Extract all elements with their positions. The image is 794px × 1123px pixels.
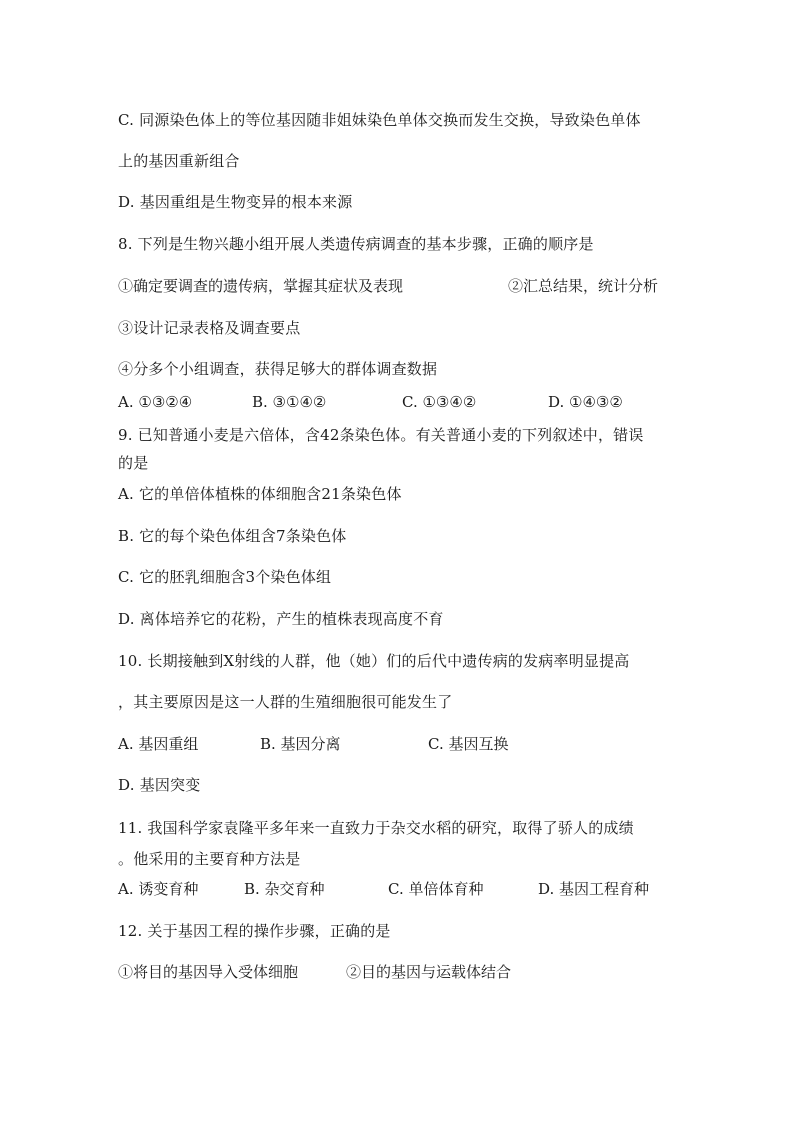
q8-options <box>118 392 678 412</box>
q8-step-2: ②汇总结果，统计分析 <box>508 277 659 295</box>
q9-stem-line1: 9. 已知普通小麦是六倍体，含42条染色体。有关普通小麦的下列叙述中，错误 <box>118 426 644 444</box>
q8-step-3: ③设计记录表格及调查要点 <box>118 319 301 337</box>
q7-option-c-line1: C. 同源染色体上的等位基因随非姐妹染色单体交换而发生交换，导致染色单体 <box>118 111 641 129</box>
q8-option-a: A. ①③②④ <box>118 393 193 411</box>
q9-option-b: B. 它的每个染色体组含7条染色体 <box>118 527 347 545</box>
q12-steps <box>118 962 678 982</box>
q11-stem-line2: 。他采用的主要育种方法是 <box>118 850 301 868</box>
q11-stem-line1: 11. 我国科学家袁隆平多年来一直致力于杂交水稻的研究，取得了骄人的成绩 <box>118 819 634 837</box>
q12-step-1: ①将目的基因导入受体细胞 <box>118 963 299 981</box>
q11-option-a: A. 诱变育种 <box>118 880 199 898</box>
q9-option-c: C. 它的胚乳细胞含3个染色体组 <box>118 568 332 586</box>
q8-step-4: ④分多个小组调查，获得足够大的群体调查数据 <box>118 360 438 378</box>
q7-option-c-line2: 上的基因重新组合 <box>118 152 240 170</box>
q9-option-a: A. 它的单倍体植株的体细胞含21条染色体 <box>118 485 402 503</box>
q10-stem-line2: ，其主要原因是这一人群的生殖细胞很可能发生了 <box>118 693 453 711</box>
q8-option-d: D. ①④③② <box>548 393 623 411</box>
q8-stem: 8. 下列是生物兴趣小组开展人类遗传病调查的基本步骤，正确的顺序是 <box>118 235 594 253</box>
q7-option-d: D. 基因重组是生物变异的根本来源 <box>118 193 353 211</box>
q8-option-b: B. ③①④② <box>252 393 327 411</box>
q12-step-2: ②目的基因与运载体结合 <box>346 963 512 981</box>
q11-option-b: B. 杂交育种 <box>244 880 325 898</box>
q10-options <box>118 734 678 754</box>
q12-stem: 12. 关于基因工程的操作步骤，正确的是 <box>118 922 391 940</box>
q8-step-1: ①确定要调查的遗传病，掌握其症状及表现 <box>118 277 404 295</box>
q10-option-c: C. 基因互换 <box>428 735 509 753</box>
q10-option-b: B. 基因分离 <box>260 735 341 753</box>
q11-option-c: C. 单倍体育种 <box>388 880 484 898</box>
q8-option-c: C. ①③④② <box>402 393 477 411</box>
q10-option-a: A. 基因重组 <box>118 735 199 753</box>
q10-stem-line1: 10. 长期接触到X射线的人群，他（她）们的后代中遗传病的发病率明显提高 <box>118 652 630 670</box>
q10-option-d: D. 基因突变 <box>118 776 201 794</box>
q9-stem-line2: 的是 <box>118 454 149 472</box>
q8-steps-row1 <box>118 276 678 296</box>
q11-options <box>118 879 678 899</box>
q9-option-d: D. 离体培养它的花粉，产生的植株表现高度不育 <box>118 610 444 628</box>
q11-option-d: D. 基因工程育种 <box>538 880 650 898</box>
